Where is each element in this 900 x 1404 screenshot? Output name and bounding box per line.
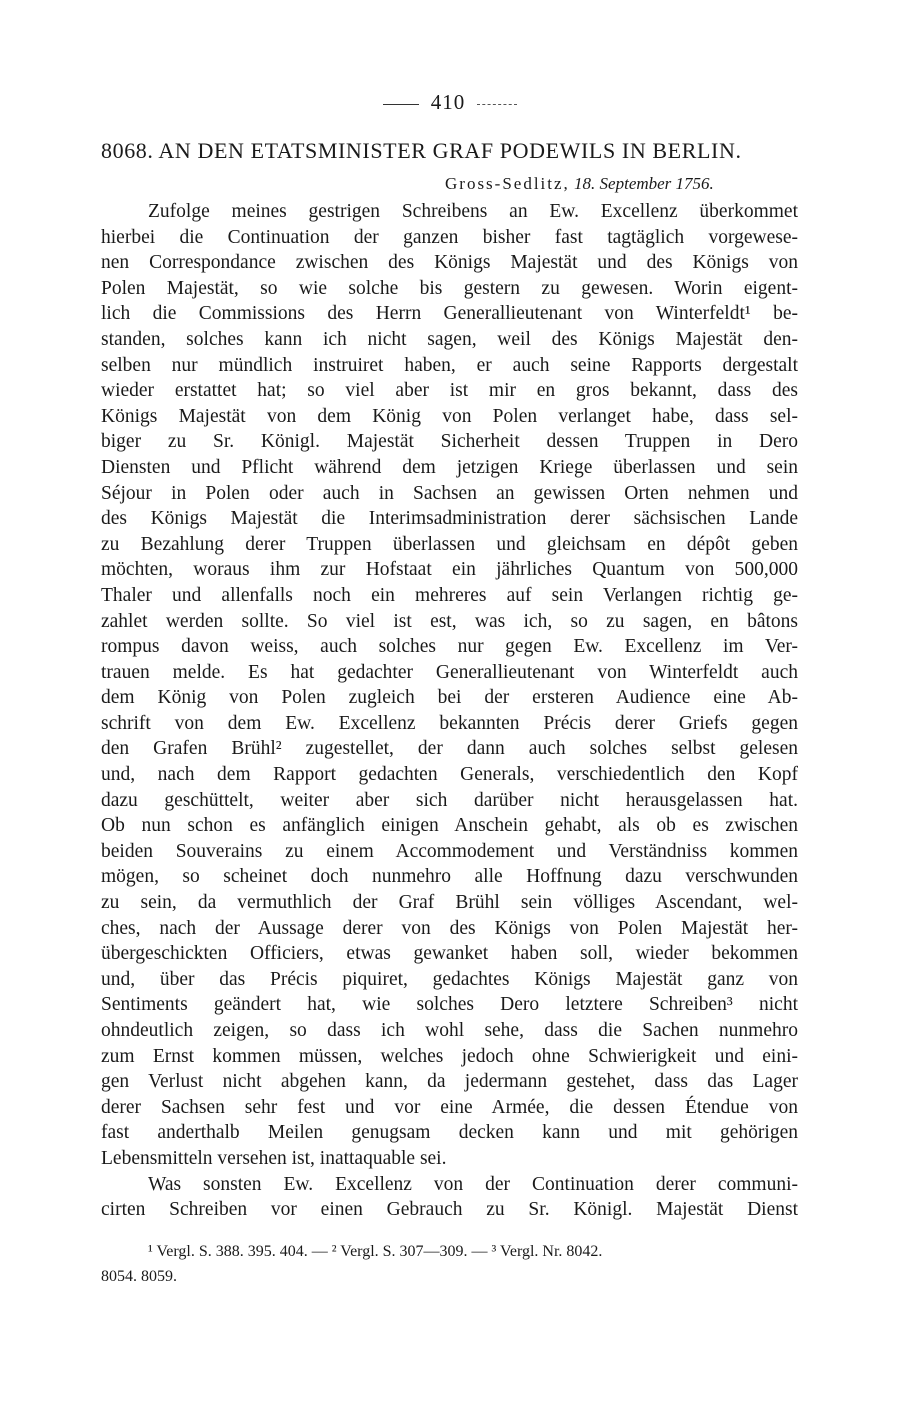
- body-line: zum Ernst kommen müssen, welches jedoch ohne Schwierigkeit und eini-: [101, 1045, 798, 1067]
- body-line: dazu geschüttelt, weiter aber sich darüber nicht herausgelassen hat.: [101, 789, 798, 811]
- body-line: dem König von Polen zugleich bei der ersteren Audience eine Ab-: [101, 687, 798, 709]
- body-line: beiden Souverains zu einem Accommodement und Verständniss kommen: [101, 840, 798, 862]
- letter-date: 18. September 1756.: [574, 174, 714, 193]
- body-line: Was sonsten Ew. Excellenz von der Continuation derer communi-: [148, 1173, 798, 1195]
- body-line: und, über das Précis piquiret, gedachtes Königs Majestät ganz von: [101, 968, 798, 990]
- body-line: mögen, so scheinet doch nunmehro alle Hoffnung dazu verschwunden: [101, 866, 798, 888]
- footnote-line: 8054. 8059.: [101, 1268, 177, 1285]
- page-number-dash-left: [383, 104, 419, 105]
- body-line: Thaler und allenfalls noch ein mehreres auf sein Verlangen richtig ge-: [101, 584, 798, 606]
- letter-body: [101, 199, 798, 1223]
- page-number: [0, 90, 900, 115]
- body-line: zahlet werden sollte. So viel ist est, was ich, so zu sagen, en bâtons: [101, 610, 798, 632]
- body-line: cirten Schreiben vor einen Gebrauch zu Sr. Königl. Majestät Dienst: [101, 1199, 798, 1221]
- body-line: Ob nun schon es anfänglich einigen Anschein gehabt, als ob es zwischen: [101, 815, 798, 837]
- body-line: Zufolge meines gestrigen Schreibens an Ew. Excellenz überkommet: [148, 201, 798, 222]
- place-name: Gross-Sedlitz,: [445, 174, 570, 193]
- footnote-line: ¹ Vergl. S. 388. 395. 404. — ² Vergl. S. 307—309. — ³ Vergl. Nr. 8042.: [148, 1243, 603, 1260]
- body-line: fast anderthalb Meilen genugsam decken kann und mit gehörigen: [101, 1122, 798, 1144]
- body-line: Séjour in Polen oder auch in Sachsen an gewissen Orten nehmen und: [101, 482, 798, 504]
- body-line: möchten, woraus ihm zur Hofstaat ein jährliches Quantum von 500,000: [101, 559, 798, 581]
- body-line: Lebensmitteln versehen ist, inattaquable sei.: [101, 1147, 447, 1169]
- body-line: trauen melde. Es hat gedachter Generallieutenant von Winterfeldt auch: [101, 661, 798, 683]
- page-number-text: 410: [430, 90, 466, 114]
- body-line: zu sein, da vermuthlich der Graf Brühl sein völliges Ascendant, wel-: [101, 892, 798, 914]
- body-line: derer Sachsen sehr fest und vor eine Armée, die dessen Étendue von: [101, 1096, 798, 1118]
- body-line: ohndeutlich zeigen, so dass ich wohl sehe, dass die Sachen nunmehro: [101, 1020, 798, 1041]
- body-line: lich die Commissions des Herrn Generallieutenant von Winterfeldt¹ be-: [101, 303, 798, 325]
- body-line: des Königs Majestät die Interimsadministration derer sächsischen Lande: [101, 508, 798, 530]
- body-line: wieder erstattet hat; so viel aber ist mir en gros bekannt, dass des: [101, 380, 798, 402]
- body-line: zu Bezahlung derer Truppen überlassen und gleichsam en dépôt geben: [101, 533, 798, 555]
- body-line: selben nur mündlich instruiret haben, er auch seine Rapports dergestalt: [101, 354, 798, 376]
- body-line: standen, solches kann ich nicht sagen, weil des Königs Majestät den-: [101, 328, 798, 350]
- letter-heading: 8068. AN DEN ETATSMINISTER GRAF PODEWILS IN BERLIN.: [101, 138, 742, 163]
- body-line: nen Correspondance zwischen des Königs Majestät und des Königs von: [101, 252, 798, 274]
- body-line: Königs Majestät von dem König von Polen verlanget habe, dass sel-: [101, 405, 798, 427]
- footnotes: [101, 1239, 798, 1289]
- body-line: Polen Majestät, so wie solche bis gestern zu gewesen. Worin eigent-: [101, 277, 798, 299]
- body-line: und, nach dem Rapport gedachten Generals, verschiedentlich den Kopf: [101, 764, 798, 786]
- body-line: rompus davon weiss, auch solches nur gegen Ew. Excellenz im Ver-: [101, 636, 798, 658]
- body-line: schrift von dem Ew. Excellenz bekannten Précis derer Griefs gegen: [101, 712, 798, 734]
- body-line: hierbei die Continuation der ganzen bisher fast tagtäglich vorgewese-: [101, 226, 798, 248]
- body-line: gen Verlust nicht abgehen kann, da jedermann gestehet, dass das Lager: [101, 1071, 798, 1093]
- body-line: übergeschickten Officiers, etwas gewanket haben soll, wieder bekommen: [101, 943, 798, 965]
- body-line: Sentiments geändert hat, wie solches Dero letztere Schreiben³ nicht: [101, 994, 798, 1016]
- page-number-dash-right: [477, 104, 517, 105]
- body-line: biger zu Sr. Königl. Majestät Sicherheit dessen Truppen in Dero: [101, 431, 798, 453]
- body-line: ches, nach der Aussage derer von des Königs von Polen Majestät her-: [101, 917, 798, 939]
- body-line: den Grafen Brühl² zugestellet, der dann auch solches selbst gelesen: [101, 738, 798, 760]
- body-line: Diensten und Pflicht während dem jetzigen Kriege überlassen und sein: [101, 456, 798, 478]
- place-and-date: [445, 174, 800, 194]
